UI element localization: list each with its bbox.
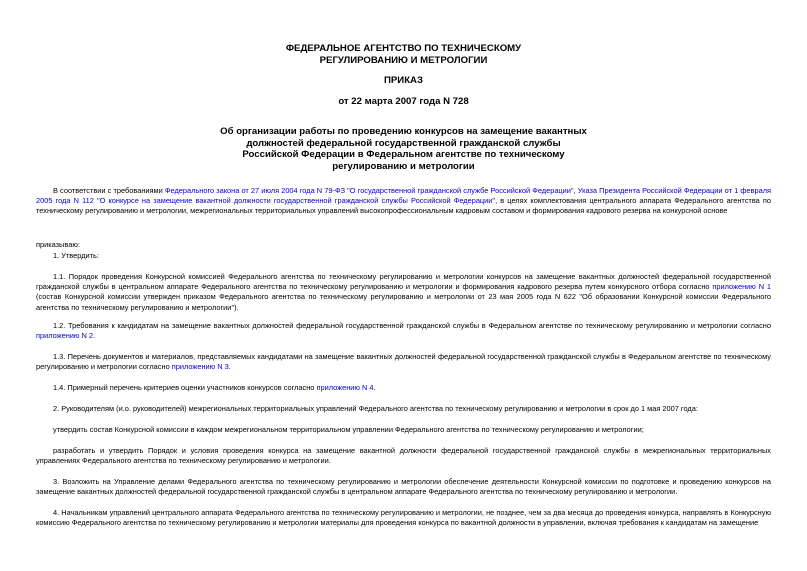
- p11-text-1: 1.1. Порядок проведения Конкурсной комиссией Федерального агентства по техническому регулированию и метрологии конкурсов на замещение вакантных должностей федеральной государственной гражданской службы в центральном аппарате Федерального агентства по техническому регулированию и метрологии и формирования кадрового резерва путем конкурсного отбора согласно: [36, 272, 771, 292]
- paragraph-3: 3. Возложить на Управление делами Федерального агентства по техническому регулированию и метрологии обеспечение деятельности Конкурсной комиссии по подготовке и проведению конкурсов на замещение вакантных должностей федеральной государственной гражданской службы в центральном аппарате Федерального агентства по техническому регулированию и метрологии.: [36, 477, 771, 497]
- doc-date: от 22 марта 2007 года N 728: [338, 96, 469, 107]
- subject-line-2: должностей федеральной государственной гражданской службы: [246, 137, 561, 149]
- paragraph-2-b: разработать и утвердить Порядок и условия проведения конкурса на замещение вакантной должности федеральной государственной гражданской службы в межрегиональных территориальных управлениях Федерального агентства по техническому регулированию и метрологии.: [36, 446, 771, 466]
- intro-paragraph: [36, 186, 771, 217]
- p11-text-2: (состав Конкурсной комиссии утвержден приказом Федерального агентства по техническому регулированию и метрологии от 23 мая 2005 года N 622 "Об образовании Конкурсной комиссии Федерального агентства по техническому регулированию и метрологии").: [36, 292, 771, 312]
- p12-text-1: 1.2. Требования к кандидатам на замещение вакантных должностей федеральной государственной гражданской службы в Федеральном агентстве по техническому регулированию и метрологии согласно: [53, 321, 771, 330]
- paragraph-2-a: утвердить состав Конкурсной комиссии в каждом межрегиональном территориальном управлении Федерального агентства по техническому регулированию и метрологии;: [53, 425, 644, 434]
- agency-line-1: ФЕДЕРАЛЬНОЕ АГЕНТСТВО ПО ТЕХНИЧЕСКОМУ: [285, 43, 522, 54]
- p14-text-1: 1.4. Примерный перечень критериев оценки участников конкурсов согласно: [53, 383, 317, 392]
- appendix-4-link[interactable]: приложению N 4: [316, 383, 374, 392]
- agency-line-2: РЕГУЛИРОВАНИЮ И МЕТРОЛОГИИ: [319, 54, 488, 66]
- doc-subject: [0, 126, 807, 172]
- intro-text-3: , в целях комплектования центрального аппарата Федерального агентства по техническому регулированию и метрологии, межрегиональных территориальных управлений высокопрофессиональным кадровым составом и формирования кадрового резерва на конкурсной основе: [36, 196, 772, 216]
- paragraph-1-2: [36, 321, 771, 341]
- p14-text-2: .: [373, 383, 376, 392]
- appendix-2-link[interactable]: приложению N 2: [36, 331, 94, 341]
- paragraph-1: 1. Утвердить:: [53, 251, 99, 260]
- presidential-decree-link[interactable]: Указа Президента Российской Федерации от 1 февраля 2005 года N 112 "О конкурсе на замещение вакантной должности государственной гражданской службы Российской Федерации": [36, 186, 772, 206]
- intro-text-2: ,: [573, 186, 578, 195]
- federal-law-link[interactable]: Федерального закона от 27 июля 2004 года N 79-ФЗ "О государственной гражданской службе Российской Федерации": [164, 186, 574, 195]
- subject-line-1: Об организации работы по проведению конкурсов на замещение вакантных: [220, 126, 587, 137]
- paragraph-1-1: [36, 272, 771, 313]
- p13-text-1: 1.3. Перечень документов и материалов, представляемых кандидатами на замещение вакантных должностей федеральной государственной гражданской службы в Федеральном агентстве по техническому регулированию и метрологии согласно: [36, 352, 771, 372]
- intro-text-1: В соответствии с требованиями: [53, 186, 165, 195]
- paragraph-1-3: [36, 352, 771, 372]
- paragraph-1-4: [36, 383, 771, 393]
- p12-text-2: .: [93, 331, 96, 341]
- appendix-3-link[interactable]: приложению N 3: [171, 362, 229, 372]
- paragraph-2: 2. Руководителям (и.о. руководителей) межрегиональных территориальных управлений Федерального агентства по техническому регулированию и метрологии в срок до 1 мая 2007 года:: [53, 404, 698, 413]
- p13-text-2: .: [228, 362, 231, 372]
- agency-title: [0, 43, 807, 66]
- order-word: приказываю:: [36, 240, 80, 249]
- subject-line-3: Российской Федерации в Федеральном агентстве по техническому: [242, 149, 565, 160]
- appendix-1-link[interactable]: приложению N 1: [712, 282, 771, 292]
- paragraph-4: 4. Начальникам управлений центрального аппарата Федерального агентства по техническому регулированию и метрологии, не позднее, чем за два месяца до проведения конкурса, направлять в Конкурсную комиссию Федерального агентства по техническому регулированию и метрологии материалы для проведения конкурса по вакантной должности в управлении, включая требования к кандидатам на замещение: [36, 508, 771, 528]
- doc-type: ПРИКАЗ: [384, 75, 423, 86]
- subject-line-4: регулированию и метрологии: [332, 160, 475, 172]
